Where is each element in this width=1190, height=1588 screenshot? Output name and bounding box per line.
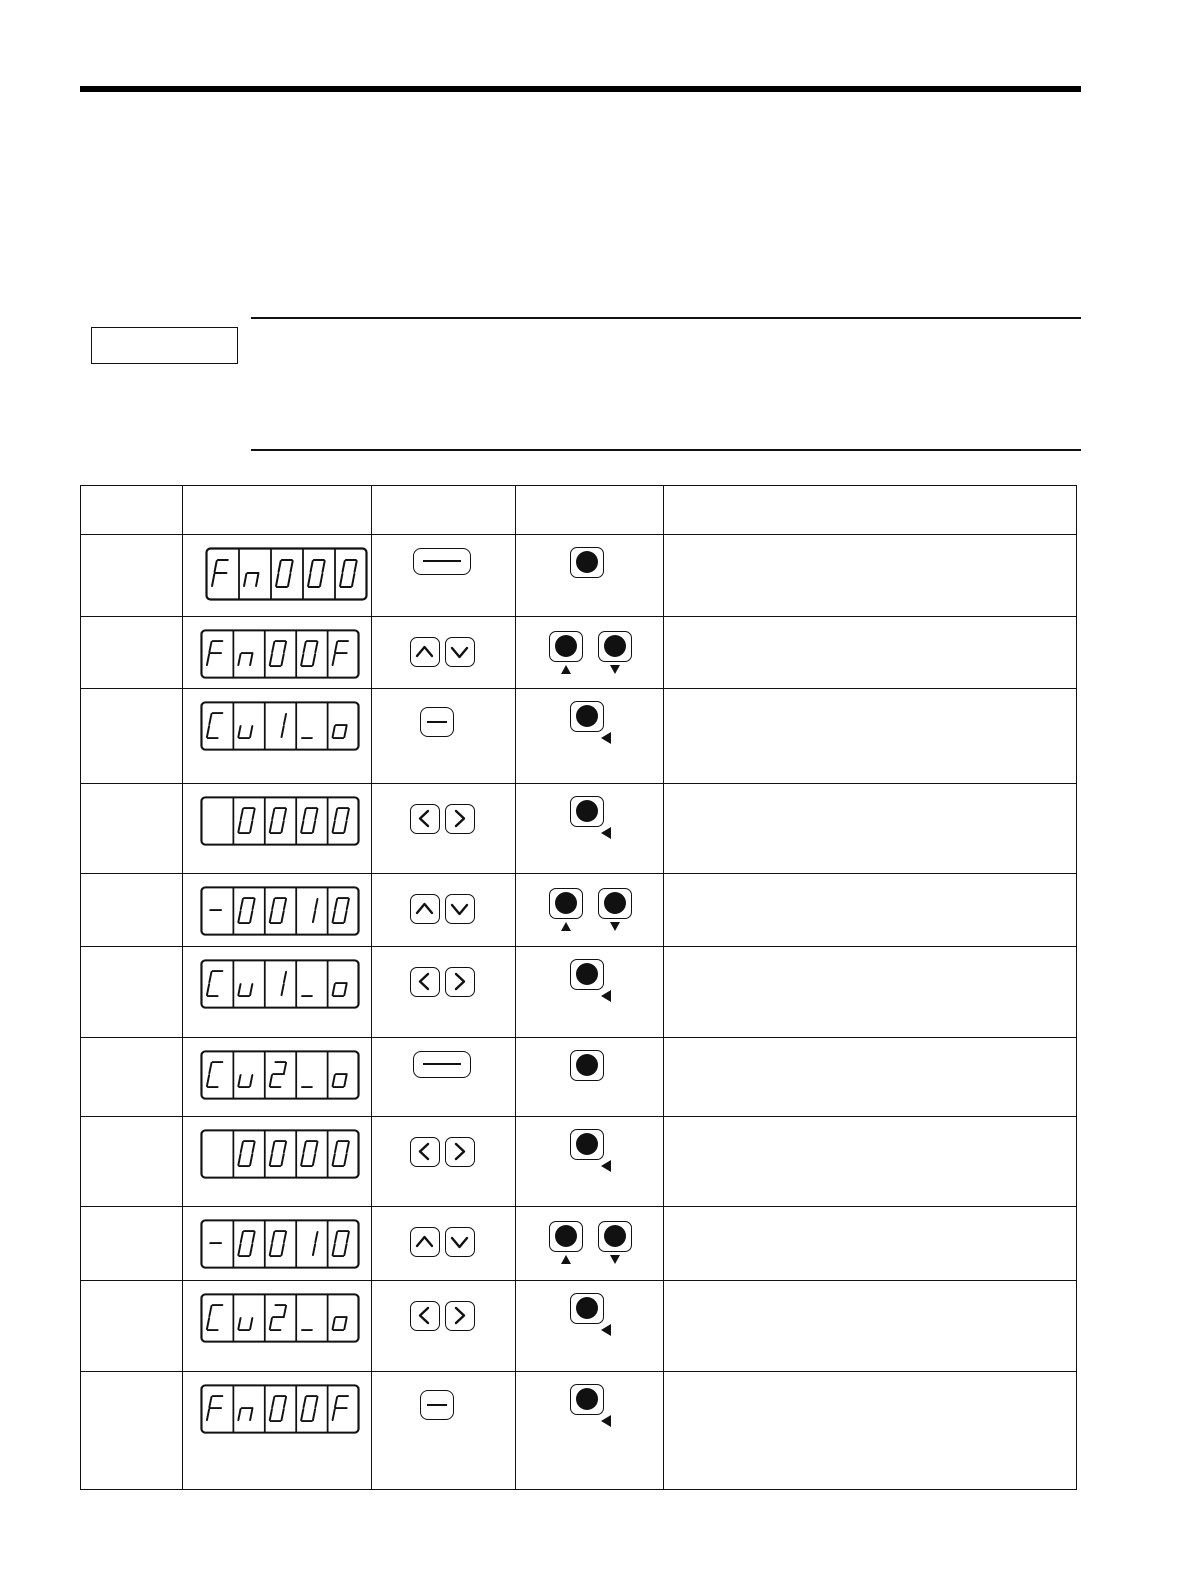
panel-mode-set-button[interactable] (570, 547, 604, 578)
display-cell (183, 1117, 372, 1207)
lcd-display (200, 886, 360, 936)
step-cell (81, 874, 183, 947)
lcd-display (200, 796, 360, 846)
description-cell (664, 947, 1077, 1038)
lcd-digit (308, 560, 325, 587)
panel-operator-cell (516, 617, 664, 689)
panel-mode-set-button[interactable] (570, 1293, 604, 1324)
left-right-key-pair (410, 967, 476, 997)
lcd-digit (207, 971, 223, 996)
left-key[interactable] (410, 1301, 440, 1331)
header-description (664, 486, 1077, 535)
lcd-digit (282, 714, 287, 737)
lcd-digit (332, 1317, 346, 1330)
digital-operator-cell (372, 1117, 516, 1207)
display-cell (183, 1038, 372, 1117)
digital-operator-cell (372, 617, 516, 689)
table-row (81, 1117, 1077, 1207)
lcd-digit (332, 725, 346, 738)
table-row (81, 535, 1077, 617)
left-key[interactable] (410, 1137, 440, 1167)
lcd-digit (276, 560, 293, 587)
table-row (81, 947, 1077, 1038)
lcd-digit (270, 898, 287, 923)
table-row (81, 1281, 1077, 1372)
description-cell (664, 1117, 1077, 1207)
panel-mode-set-button[interactable] (570, 959, 604, 990)
right-key[interactable] (445, 1301, 475, 1331)
down-key[interactable] (445, 637, 475, 667)
lcd-digit (270, 1141, 287, 1166)
lcd-digit (238, 1318, 252, 1330)
panel-up-button[interactable] (549, 631, 583, 662)
step-cell (81, 1038, 183, 1117)
data-key[interactable] (420, 1390, 454, 1420)
table-header-row (81, 486, 1077, 535)
digital-operator-cell (372, 1207, 516, 1281)
lcd-digit (270, 641, 287, 666)
digital-operator-cell (372, 784, 516, 874)
step-cell (81, 1281, 183, 1372)
lcd-digit (207, 1062, 223, 1087)
lcd-digit (313, 1232, 318, 1255)
up-down-key-pair (410, 894, 476, 924)
digital-operator-cell (372, 1372, 516, 1490)
triangle-up-icon (561, 665, 571, 674)
lcd-digit (238, 1231, 255, 1256)
lcd-digit (238, 1075, 252, 1087)
note-bottom-rule (251, 449, 1081, 451)
lcd-digit (332, 1141, 349, 1166)
lcd-digit (238, 808, 255, 833)
note-top-rule (251, 317, 1081, 319)
lcd-display (200, 1050, 360, 1100)
lcd-display (200, 1219, 360, 1269)
description-cell (664, 1281, 1077, 1372)
panel-mode-set-button[interactable] (570, 796, 604, 827)
panel-operator-cell (516, 947, 664, 1038)
right-key[interactable] (445, 967, 475, 997)
lcd-digit (270, 1305, 287, 1330)
triangle-left-icon (601, 1415, 611, 1427)
triangle-down-icon (610, 665, 620, 674)
top-rule (80, 86, 1081, 92)
lcd-digit (270, 1062, 287, 1087)
lcd-display (200, 1384, 360, 1434)
up-key[interactable] (410, 637, 440, 667)
lcd-digit (301, 1141, 318, 1166)
lcd-digit (332, 1074, 346, 1087)
lcd-digit (238, 898, 255, 923)
description-cell (664, 535, 1077, 617)
table-row (81, 874, 1077, 947)
triangle-left-icon (601, 1324, 611, 1336)
lcd-digit (301, 641, 318, 666)
step-cell (81, 1117, 183, 1207)
lcd-digit (238, 984, 252, 996)
lcd-digit (238, 1408, 252, 1420)
description-cell (664, 1207, 1077, 1281)
lcd-digit (238, 726, 252, 738)
triangle-down-icon (610, 1255, 620, 1264)
display-cell (183, 535, 372, 617)
left-key[interactable] (410, 804, 440, 834)
panel-operator-cell (516, 1372, 664, 1490)
triangle-left-icon (601, 990, 611, 1002)
triangle-left-icon (601, 732, 611, 744)
header-step (81, 486, 183, 535)
step-cell (81, 1372, 183, 1490)
panel-mode-set-button[interactable] (570, 1384, 604, 1415)
display-cell (183, 947, 372, 1038)
lcd-digit (301, 808, 318, 833)
table-row (81, 689, 1077, 784)
table-row (81, 784, 1077, 874)
step-cell (81, 947, 183, 1038)
display-cell (183, 617, 372, 689)
note-label-box (91, 327, 238, 364)
lcd-digit (313, 899, 318, 922)
header-panel-operator (516, 486, 664, 535)
panel-mode-set-button[interactable] (570, 1050, 604, 1081)
lcd-digit (238, 1141, 255, 1166)
display-cell (183, 689, 372, 784)
description-cell (664, 784, 1077, 874)
lcd-digit (301, 1396, 318, 1421)
digital-operator-cell (372, 689, 516, 784)
panel-down-button[interactable] (598, 631, 632, 662)
panel-operator-cell (516, 689, 664, 784)
up-key[interactable] (410, 894, 440, 924)
panel-down-button[interactable] (598, 1221, 632, 1252)
panel-mode-set-button[interactable] (570, 701, 604, 732)
lcd-digit (244, 573, 258, 586)
right-key[interactable] (445, 1137, 475, 1167)
digital-operator-cell (372, 1281, 516, 1372)
triangle-left-icon (601, 1160, 611, 1172)
display-cell (183, 784, 372, 874)
digital-operator-cell (372, 535, 516, 617)
step-cell (81, 784, 183, 874)
lcd-digit (332, 808, 349, 833)
up-down-key-pair (410, 1227, 476, 1257)
lcd-digit (333, 1396, 348, 1420)
lcd-digit (212, 560, 228, 586)
up-down-key-pair (410, 637, 476, 667)
header-display (183, 486, 372, 535)
lcd-digit (207, 713, 223, 738)
left-right-key-pair (410, 1137, 476, 1167)
right-key[interactable] (445, 804, 475, 834)
panel-operator-cell (516, 535, 664, 617)
data-key[interactable] (420, 707, 454, 737)
table-row (81, 1207, 1077, 1281)
lcd-display (200, 701, 360, 751)
lcd-digit (207, 1396, 222, 1420)
triangle-down-icon (610, 922, 620, 931)
lcd-digit (270, 1231, 287, 1256)
lcd-digit (270, 1396, 287, 1421)
panel-mode-set-button[interactable] (570, 1129, 604, 1160)
digital-operator-cell (372, 874, 516, 947)
down-key[interactable] (445, 1227, 475, 1257)
lcd-digit (207, 641, 222, 665)
display-cell (183, 1372, 372, 1490)
panel-operator-cell (516, 874, 664, 947)
step-cell (81, 535, 183, 617)
left-right-key-pair (410, 1301, 476, 1331)
lcd-display (200, 1129, 360, 1179)
lcd-digit (332, 983, 346, 996)
panel-operator-cell (516, 1207, 664, 1281)
table-row (81, 1038, 1077, 1117)
triangle-up-icon (561, 1255, 571, 1264)
left-right-key-pair (410, 804, 476, 834)
up-key[interactable] (410, 1227, 440, 1257)
lcd-digit (332, 1231, 349, 1256)
description-cell (664, 1038, 1077, 1117)
description-cell (664, 617, 1077, 689)
lcd-display (200, 1293, 360, 1343)
lcd-digit (270, 808, 287, 833)
digital-operator-cell (372, 947, 516, 1038)
procedure-table (80, 485, 1077, 1490)
lcd-digit (340, 560, 357, 587)
triangle-left-icon (601, 827, 611, 839)
panel-down-button[interactable] (598, 888, 632, 919)
triangle-up-icon (561, 922, 571, 931)
left-key[interactable] (410, 967, 440, 997)
lcd-digit (282, 972, 287, 995)
header-digital-operator (372, 486, 516, 535)
step-cell (81, 689, 183, 784)
display-cell (183, 1207, 372, 1281)
digital-operator-cell (372, 1038, 516, 1117)
panel-up-button[interactable] (549, 888, 583, 919)
lcd-display (200, 629, 360, 679)
table-row (81, 617, 1077, 689)
description-cell (664, 874, 1077, 947)
data-enter-key[interactable] (413, 1051, 471, 1078)
panel-operator-cell (516, 784, 664, 874)
step-cell (81, 617, 183, 689)
panel-operator-cell (516, 1117, 664, 1207)
lcd-digit (207, 1305, 223, 1330)
panel-operator-cell (516, 1281, 664, 1372)
display-cell (183, 1281, 372, 1372)
display-cell (183, 874, 372, 947)
lcd-display (200, 959, 360, 1009)
lcd-display (205, 547, 368, 601)
table-row (81, 1372, 1077, 1490)
lcd-digit (333, 641, 348, 665)
down-key[interactable] (445, 894, 475, 924)
data-enter-key[interactable] (413, 548, 471, 575)
lcd-digit (238, 653, 252, 665)
description-cell (664, 689, 1077, 784)
panel-up-button[interactable] (549, 1221, 583, 1252)
panel-operator-cell (516, 1038, 664, 1117)
lcd-digit (332, 898, 349, 923)
step-cell (81, 1207, 183, 1281)
description-cell (664, 1372, 1077, 1490)
